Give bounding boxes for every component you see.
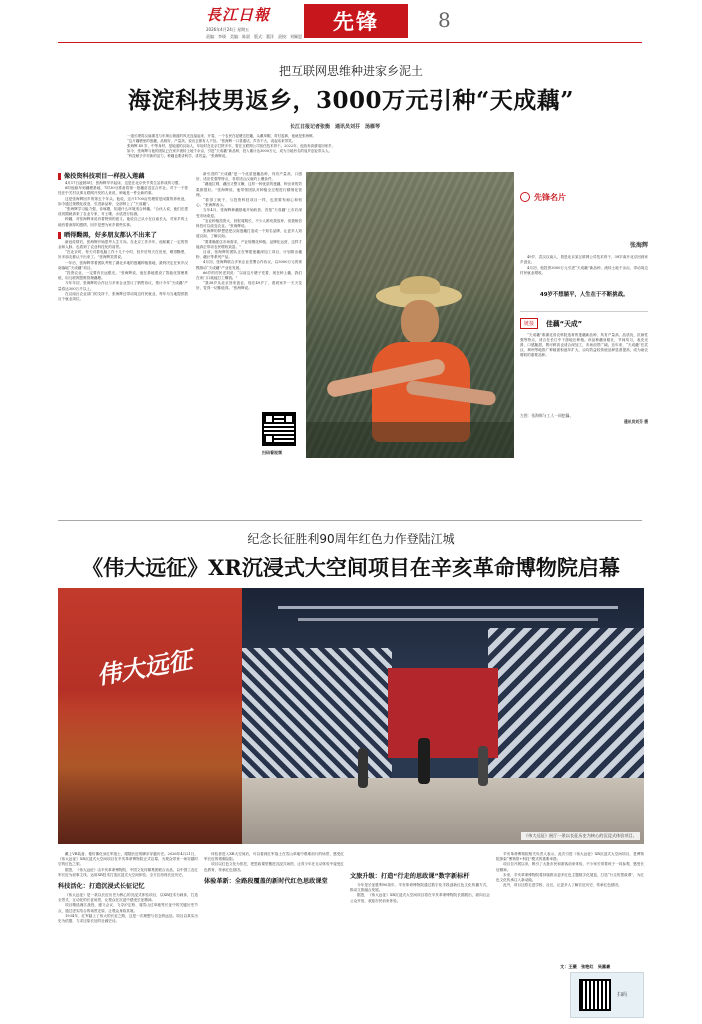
- paragraph: 1934年，红军踏上了伟大的长征之路，这是一次理想与信念的远征。项目以真实历史为依据，力求还原长征的壮阔史诗。: [58, 913, 198, 924]
- article2-kicker: 纪念长征胜利90周年红色力作登陆江城: [247, 532, 455, 546]
- paragraph: 4月初，张海辉联合多家企业签署合作协议，以3000万元的规模推动“天成藕”产业化发展。: [196, 260, 302, 270]
- paragraph: “看得了就干，与投资科技项目一样，也需要有耐心和恒心。”张海辉表示。: [196, 198, 302, 208]
- section-heading-text: 晒得黝黑，好多朋友都认不出来了: [64, 231, 157, 239]
- paragraph: 戴上VR装备，便仿佛化身红军战士，跟随长征的脚步穿越历史。2026年4月21日，《伟大远征》XR沉浸式大空间项目在辛亥革命博物院正式启幕，为观众带来一场穿越时空的红色之旅。: [58, 852, 198, 867]
- paragraph: 目前，张海辉的团队正在筹建莲藕深加工项目，计划推出藕粉、藕汁等系列产品。: [196, 250, 302, 260]
- paragraph: 6时他驱车到藕塘基地，7时30分准备将第一批藕苗送往合作社。对于一个曾经在中关村从事互联网开发的人来说，种地是一件全新的事。: [58, 186, 188, 196]
- section-heading: [58, 882, 198, 891]
- poster-title: 伟大远征: [94, 645, 195, 691]
- section-heading: [58, 231, 188, 240]
- paragraph: 此外，项目还将走进学校、社区，让更多人了解长征历史，传承红色基因。: [503, 883, 622, 888]
- paragraph: 项目精选湘江战役、遵义会议、飞夺泸定桥、爬雪山过草地等长征中的关键历史节点，通过虚实结合的场景还原，让观众身临其境。: [58, 903, 198, 913]
- bottom-qr-code[interactable]: [579, 979, 611, 1011]
- article1-byline: 长江日报记者张衡 通讯员刘芬 汤雁琴: [290, 124, 381, 130]
- link-header: [520, 311, 648, 329]
- paragraph: 据悉，《伟大远征》XR沉浸式大空间项目将在辛亥革命博物院长期展出，面向社会公众开放，欢迎市民前来体验。: [350, 893, 490, 903]
- photo-credit-2: 通讯员刘芬 摄: [623, 418, 648, 424]
- section-heading: [350, 872, 490, 881]
- bio-line: 49岁，武汉汉南人，曾是北京某互联网公司技术骨干，38岁离开北京回到家乡创业。: [520, 255, 648, 265]
- bottom-qr-panel: [570, 972, 644, 1018]
- pioneer-name: 张海辉: [629, 242, 648, 249]
- paragraph: “要准确抓住市场需求，产业规模化种植，品牌化运营，这样才能真正带动农民增收致富。”: [196, 239, 302, 249]
- lead-line: 张海辉 49 岁，中等身材，是地道的汉南人，年轻时在北京打拼多年，曾在互联网公司担任技术骨干。2022年，他放弃高薪返回家乡，: [127, 144, 336, 148]
- paragraph: 辛亥革命博物院相关负责人表示，此次引进《伟大远征》XR沉浸式大空间项目，是博物院探索“博物馆+科技”模式的重要举措。: [496, 852, 644, 862]
- paragraph: 新冠疫情后，张海辉开始思考人生方向。在北京工作多年，他积累了一定的资金和人脉，也看到了农业科技化的前景。: [58, 239, 188, 250]
- pioneer-label-text: 先锋名片: [534, 192, 566, 202]
- paragraph: 新引进的“天成藕”是一个优质莲藕品种，具有产量高、口感好、适应性强等特点，非常适合汉南的土壤条件。: [196, 172, 302, 182]
- masthead-editors: 责编：李瑛 美编：陈晨 版式：董洋 责校：刘佩恩: [206, 34, 302, 39]
- pioneer-bio: [520, 255, 648, 277]
- paragraph: 4月17日凌晨5时，张海辉早早起床，这是在北京快节奏生活养成的习惯。: [65, 181, 182, 185]
- link-title: 佳藕“天成”: [546, 320, 583, 329]
- exhibition-photo: [58, 588, 644, 844]
- masthead-date: 2026年4月24日 星期五: [206, 27, 250, 32]
- bottom-qr-label: 扫码: [617, 992, 628, 998]
- section-title: 先锋: [333, 10, 379, 34]
- paragraph: 项目以红色文化为依托，把思政课堂搬进沉浸式场馆，让青少年在互动体验中接受红色教育，传承红色基因。: [204, 862, 344, 872]
- paragraph: “藕池拉网，藕田又整又嫩，这样一种优质的莲藕，种出来的效果都很好。”张海辉说，他带领团队对种植全过程进行精细化管理。: [196, 182, 302, 197]
- article1-headline: 海淀科技男返乡，3000万元引种“天成藕”: [128, 87, 574, 114]
- masthead: [0, 0, 702, 44]
- farmer-face: [401, 300, 439, 344]
- lead-line: “科技赋予乡村新的活力，种藕也要讲科学、讲效益。”张海辉说。: [127, 154, 229, 158]
- article-divider: [58, 520, 642, 521]
- article2-byline: 文：王薇 张艳红 吴嘉豪: [560, 964, 611, 969]
- paragraph: 一年后，张海辉带着团队考察了湖北多地的莲藕种植基地，最终决定在家乡汉南落地“天成藕”项目。: [58, 260, 188, 270]
- user-icon: [520, 192, 530, 202]
- paragraph: 项目自开展以来，吸引了大批市民和游客前来体验，不少家长带着孩子一同参观，感受长征精神。: [496, 862, 644, 872]
- paragraph: 在汉南区农业部门的支持下，张海辉还带动周边村民就业，每年为当地提供数百个就业岗位。: [58, 291, 188, 302]
- paragraph: 据悉，《伟大远征》由辛亥革命博物院、中国文化传媒集团联合出品，以中国工农红军长征为叙事主线，运用XR技术打造沉浸式大空间体验，全方位再现长征历史。: [58, 867, 198, 877]
- paragraph: “我38岁从北京回来创业，现在49岁了，看到家乡一天天变好，觉得一切都值得。”张海辉说。: [196, 281, 302, 291]
- poster-panel: [58, 588, 242, 844]
- paragraph: 今年年初，张海辉的合作社与多家企业签订了销售协议，预计今年“天成藕”产量将达300万斤以上。: [58, 281, 188, 291]
- article1-col1: [58, 172, 188, 472]
- video-qr-code[interactable]: [262, 412, 296, 446]
- pioneer-quote: 49岁不想躺平，人生在于不断挑战。: [540, 291, 629, 298]
- paragraph: 66岁的村民老刘说：“以前这片塘子荒着，现在种上藕，我们在家门口就能打工赚钱。”: [196, 270, 302, 281]
- section-title-block: [304, 4, 408, 38]
- lead-line: 如今，张海辉与他的团队已在家乡流转土地千余亩，引进“天成藕”新品种，投入累计达3000万元，成为当地有名的返乡创业带头人。: [127, 149, 332, 153]
- article2-col3: [350, 852, 490, 1016]
- article2-headline: 《伟大远征》XR沉浸式大空间项目在辛亥革命博物院启幕: [82, 555, 620, 580]
- article1-kicker: 把互联网思维种进家乡泥土: [278, 64, 423, 78]
- article2-col4: [496, 852, 644, 962]
- paragraph: 这是张海辉回乡的第五个年头。他说，这片1700亩荒塘曾是闲置的养鱼池，如今通过规模化改造，引进新品种，全部种上了“天成藕”。: [58, 196, 188, 206]
- paragraph: 未来，辛亥革命博物院将持续推出更多红色主题数字化展览，打造“行走的思政课”，为红色文化传承注入新动能。: [496, 872, 644, 883]
- link-paragraph: “天成藕”系湖北省农科院选育的莲藕新品种，具有产量高、品质优、抗病性强等特点，适合在长江中下游地区种植。该品种藕身粗壮，节间均匀，表皮光滑，口感脆甜，既可鲜食也适合深加工，市场前景广阔。近年来，“天成藕”在武汉、荆州等地推广种植面积逐年扩大，亩均效益较传统品种显著提高，成为助农增收的重要品种。: [520, 332, 648, 357]
- section-heading-text: 体验革新：全路段覆盖的新时代红色思政课堂: [204, 877, 328, 885]
- photo-credit: 左图：张海辉与工人一同挖藕。: [520, 412, 574, 418]
- lead-line: 一道长堤将汉南湖龙与东荆山街道的风光连接起来，开春，一个农民在泥塘边挖藕，头戴草帽，青衬蓝裤，他就是张海辉。: [127, 134, 316, 138]
- article2-col2: [204, 852, 344, 1016]
- paragraph: “投资农业，一定要有长远眼光。”张海辉说，他在基地建设了智能化管理系统，用互联网思维管理藕塘。: [58, 271, 188, 281]
- paragraph: 当年4月，张海辉种藕基地开始收获，首批“天成藕”上市后深受市场欢迎。: [196, 208, 302, 218]
- paragraph: “在北京时，每天对着电脑工作十几个小时，回乡后每天在田里，晒得黝黑，好多朋友都认不出来了。”张海辉笑着说。: [58, 250, 188, 260]
- paragraph: 张海辉的梦想是把汉南莲藕打造成一个知名品牌，让更多人知道汉南、了解汉南。: [196, 229, 302, 239]
- paragraph: 体验者进入XR大空间后，可以看到红军战士在雪山草地中艰难前行的场景，感受红军长征的艰难险阻。: [204, 852, 344, 862]
- section-heading-text: 像投资科技项目一样投入莲藕: [64, 173, 145, 180]
- newspaper-logo: 長江日報: [206, 6, 271, 24]
- paragraph: 种藕，对张海辉来说有着特别的意义。他说自己从小在汉南长大，对家乡的土地有着深厚的感情，回乡是想为家乡做些实事。: [58, 217, 188, 227]
- paragraph: 今年是长征胜利90周年，辛亥革命博物院通过数字化手段创新红色文化传播方式，推动文旅融合发展。: [350, 883, 490, 893]
- bio-line: 4月初，他投资3000万元引进“天成藕”新品种，流转土地千余亩，带动周边村民就业增收。: [520, 265, 648, 276]
- article2-col1: [58, 852, 198, 1016]
- page-number: 8: [438, 8, 451, 32]
- paragraph: “张海辉学习能力强，肯琢磨，知道什么环境适合种藕。”合伙人说，他们在建设初期就请来了农业专家，对土壤、水质进行检测。: [58, 207, 188, 217]
- photo-caption: 《伟大远征》展厅一景以长征历史为核心的沉浸式体验项目。: [521, 832, 640, 840]
- link-label: 链接: [520, 318, 538, 329]
- article1-lead: [120, 134, 584, 166]
- paragraph: “农业种植投资大、回报周期长，不少人都劝我放弃，但我相信科技可以改变农业。”张海辉说。: [196, 218, 302, 229]
- paragraph: 《伟大远征》是一款以长征历史为核心的沉浸式体验项目，以XR技术为载体，打造全景式、互动化的长征场景，让观众在沉浸中感受长征精神。: [58, 893, 198, 903]
- masthead-rule: [58, 42, 642, 43]
- section-heading: [204, 877, 344, 886]
- pioneer-label: [520, 186, 648, 208]
- pioneer-card: [520, 186, 648, 456]
- link-text: [520, 333, 648, 409]
- video-qr-caption: 扫码看视频: [262, 450, 282, 455]
- lead-line: “这片藕塘里的莲藕，品相好、产量高，说出去都有人不信。”张海辉一口普通话，声音不大，说起话来带笑。: [127, 139, 296, 143]
- section-heading-text: 科技活化：打造沉浸式长征记忆: [58, 883, 145, 891]
- section-heading-text: 文旅升级：打造“行走的思政课”数字新标杆: [350, 873, 470, 880]
- farmer-photo: [306, 172, 514, 458]
- section-heading: [58, 172, 188, 181]
